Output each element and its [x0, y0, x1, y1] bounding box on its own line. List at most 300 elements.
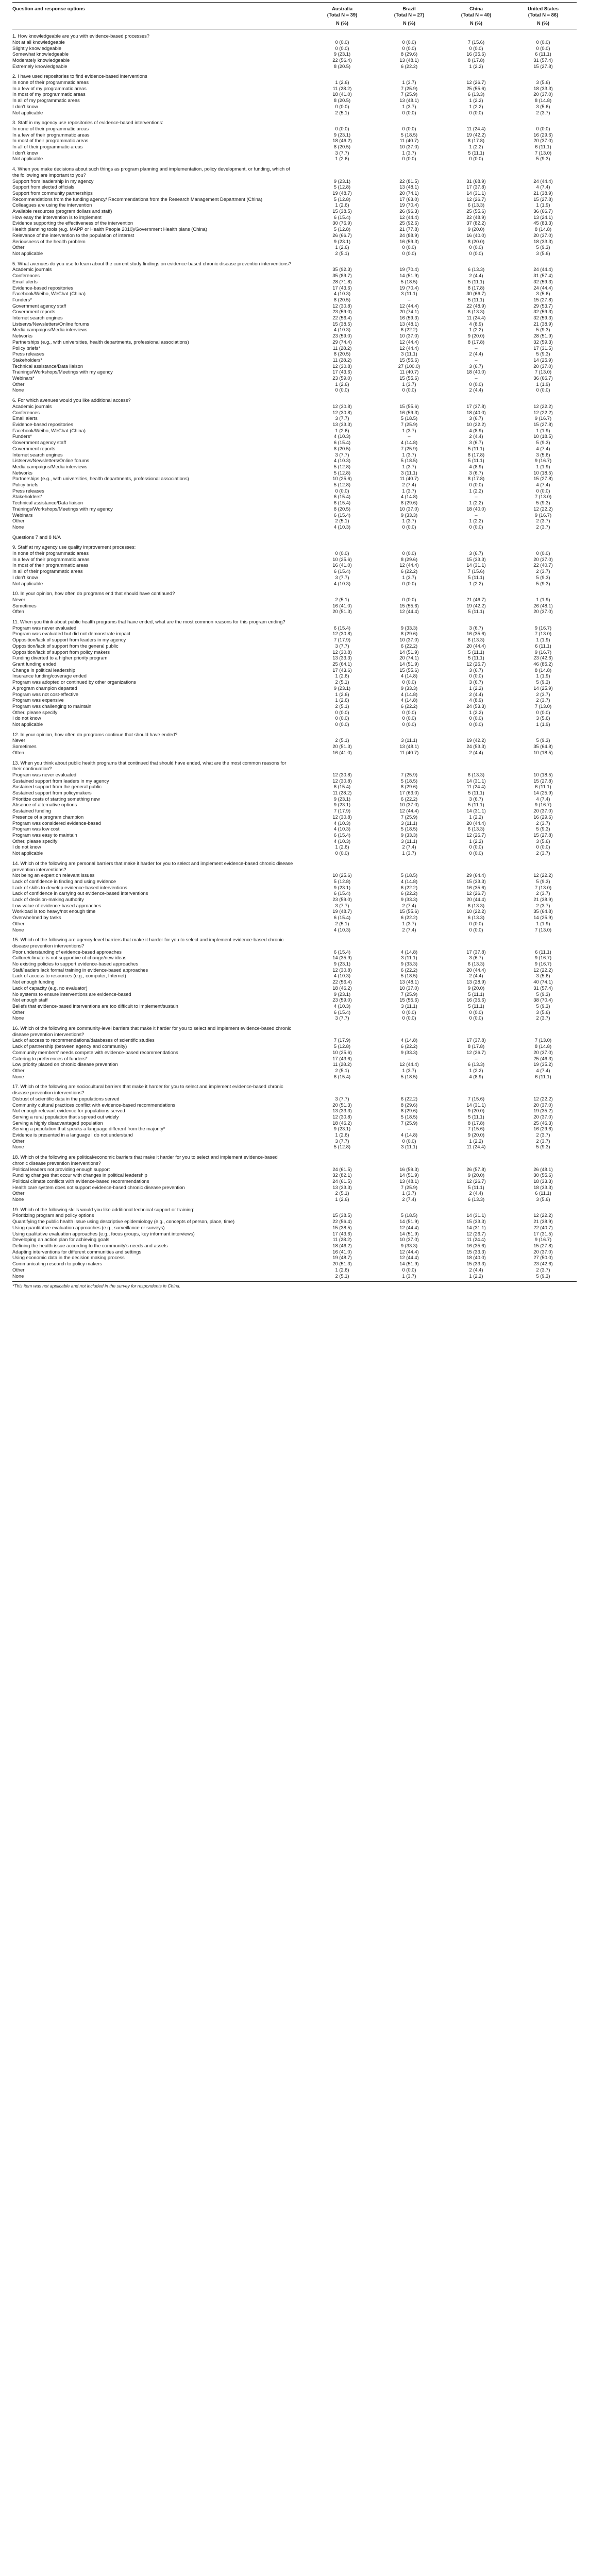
table-row [12, 227, 577, 233]
table-row [12, 494, 577, 500]
united-states-value: 7 (13.0) [534, 150, 552, 156]
question-row [12, 70, 577, 80]
brazil-value: 2 (7.4) [402, 482, 416, 488]
united-states-value [510, 933, 577, 949]
australia-value [309, 116, 376, 126]
china-value: 11 (24.4) [466, 315, 486, 321]
china-value: 9 (20.0) [467, 1108, 485, 1114]
australia-value [309, 1203, 376, 1213]
australia-value: 1 (2.6) [335, 698, 349, 703]
table-row [12, 303, 577, 310]
australia-value: 10 (25.6) [332, 1049, 352, 1055]
china-value: 1 (2.2) [469, 63, 483, 69]
united-states-value: 0 (0.0) [536, 387, 550, 393]
response-option: Evidence is presented in a language I do not understand [12, 1132, 133, 1138]
response-option: Networks [12, 470, 32, 476]
response-option: Listservs/Newsletters/Online forums [12, 458, 90, 464]
united-states-value: 9 (16.7) [534, 802, 552, 808]
response-option: Not applicable [12, 722, 43, 727]
brazil-value: 22 (81.5) [399, 178, 419, 184]
table-row [12, 376, 577, 382]
united-states-value: 7 (13.0) [534, 703, 552, 709]
brazil-value [376, 728, 443, 738]
australia-value: 0 (0.0) [335, 851, 349, 856]
united-states-value: 8 (14.8) [534, 98, 552, 104]
united-states-value: 4 (7.4) [536, 184, 550, 190]
australia-value [309, 540, 376, 551]
china-value: 16 (35.6) [466, 52, 486, 57]
brazil-value: 4 (14.8) [400, 440, 418, 446]
united-states-value: 2 (3.7) [536, 110, 550, 115]
australia-value: 6 (15.4) [333, 949, 351, 955]
united-states-value: 8 (14.8) [534, 227, 552, 232]
table-row [12, 609, 577, 615]
australia-value: 17 (43.6) [332, 369, 352, 375]
response-option: Lack of decision-making authority [12, 897, 84, 903]
table-row [12, 637, 577, 643]
china-value: 14 (31.1) [466, 563, 486, 568]
australia-value: 30 (76.9) [332, 221, 352, 226]
table-row [12, 482, 577, 488]
australia-value: 15 (38.5) [332, 321, 352, 327]
china-value: 30 (66.7) [466, 291, 486, 297]
table-row [12, 796, 577, 803]
china-value: 0 (0.0) [469, 844, 483, 850]
brazil-value: 6 (22.2) [400, 703, 418, 709]
response-option: Adapting interventions for different communities and settings [12, 1249, 142, 1255]
australia-value: 23 (59.0) [332, 897, 352, 903]
table-row [12, 979, 577, 986]
response-option: None [12, 1074, 24, 1079]
table-row [12, 1144, 577, 1150]
question-row [12, 756, 577, 772]
united-states-value: 12 (22.2) [533, 873, 553, 878]
china-value [443, 1080, 510, 1096]
united-states-value: 15 (27.8) [533, 832, 553, 838]
china-value: 15 (33.3) [466, 1249, 486, 1255]
australia-value: 26 (66.7) [332, 232, 352, 238]
australia-value: 9 (23.1) [333, 802, 351, 808]
united-states-value: 6 (11.1) [535, 643, 551, 649]
china-value: 4 (8.9) [469, 698, 483, 703]
china-value: 5 (11.1) [468, 297, 484, 302]
response-option: Sustained support from policymakers [12, 790, 92, 796]
china-value: 5 (11.1) [468, 446, 484, 451]
brazil-value: 4 (14.8) [400, 691, 418, 697]
united-states-value: 15 (27.8) [533, 196, 553, 202]
china-value: 19 (42.2) [466, 738, 486, 743]
table-row [12, 500, 577, 506]
united-states-value: 14 (25.9) [533, 357, 553, 363]
brazil-value: 13 (48.1) [399, 979, 419, 985]
china-value: 8 (17.8) [467, 1044, 485, 1049]
response-option: Not applicable [12, 110, 43, 115]
brazil-value: 6 (22.2) [400, 915, 418, 921]
brazil-value: 15 (55.6) [399, 376, 419, 381]
australia-value: 28 (71.8) [332, 279, 352, 284]
united-states-value: 1 (1.9) [536, 202, 550, 208]
response-option: Using qualitative evaluation approaches (e.g., focus groups, key informant interviews) [12, 1231, 195, 1236]
china-value: 0 (0.0) [469, 110, 483, 115]
table-row [12, 197, 577, 203]
china-value: 1 (2.2) [469, 518, 483, 524]
australia-value: 2 (5.1) [335, 1191, 349, 1196]
brazil-value: 1 (3.7) [402, 921, 416, 926]
brazil-value: 12 (44.4) [399, 563, 419, 568]
united-states-value: 31 (57.4) [533, 57, 553, 63]
response-option: In none of their programmatic areas [12, 551, 89, 556]
australia-value: 0 (0.0) [335, 387, 349, 393]
question-row [12, 587, 577, 597]
australia-value: 9 (23.1) [333, 132, 351, 138]
china-value: 6 (13.3) [467, 961, 485, 967]
brazil-value: 10 (37.0) [399, 985, 419, 991]
brazil-value: 9 (33.3) [400, 1049, 418, 1055]
response-option: Stakeholders* [12, 357, 43, 363]
australia-value: 25 (64.1) [332, 662, 352, 667]
australia-value: 6 (15.4) [333, 625, 351, 631]
question-text: 19. Which of the following skills would you like additional technical support or training: [12, 1207, 195, 1212]
australia-value [309, 587, 376, 597]
australia-value: 17 (43.6) [332, 667, 352, 673]
table-row [12, 513, 577, 519]
australia-value: 7 (17.9) [333, 1038, 351, 1043]
table-row [12, 1213, 577, 1219]
brazil-value: 26 (96.3) [399, 209, 419, 214]
australia-value: 1 (2.6) [335, 428, 349, 433]
china-value: 16 (35.6) [466, 1243, 486, 1248]
table-row [12, 891, 577, 897]
brazil-value: 10 (37.0) [399, 144, 419, 150]
australia-value: 32 (82.1) [332, 1173, 352, 1178]
response-option: Presence of a program champion [12, 814, 84, 820]
united-states-value: 12 (22.2) [533, 403, 553, 409]
brazil-value: 5 (18.5) [400, 416, 418, 421]
brazil-value: 0 (0.0) [402, 39, 416, 45]
brazil-value: 15 (55.6) [399, 603, 419, 608]
response-option: Press releases [12, 488, 44, 494]
brazil-value: 0 (0.0) [402, 709, 416, 715]
australia-value: 13 (33.3) [332, 1108, 352, 1114]
china-value: 14 (31.1) [466, 778, 486, 784]
australia-value: 3 (7.7) [335, 452, 349, 457]
australia-value: 2 (5.1) [309, 1274, 376, 1282]
china-value: 12 (26.7) [466, 662, 486, 667]
table-row [12, 772, 577, 778]
china-value: 6 (13.3) [467, 202, 485, 208]
australia-value: 2 (5.1) [335, 738, 349, 743]
united-states-value: 4 (7.4) [536, 1068, 550, 1073]
question-row [12, 1022, 577, 1038]
united-states-value: 21 (38.9) [533, 190, 553, 196]
united-states-value: 20 (37.0) [533, 556, 553, 562]
china-value: 8 (17.8) [467, 57, 485, 63]
response-option: Other, please specify [12, 709, 58, 715]
brazil-value: 1 (3.7) [402, 851, 416, 856]
united-states-value: 14 (25.9) [533, 790, 553, 796]
table-row [12, 1074, 577, 1080]
united-states-value [510, 70, 577, 80]
china-value: 19 (42.2) [466, 132, 486, 138]
china-value: 0 (0.0) [469, 722, 483, 727]
china-value: 25 (55.6) [466, 86, 486, 91]
brazil-value: 14 (51.9) [399, 1219, 419, 1225]
response-option: Not applicable [12, 851, 43, 856]
section-note-row [12, 531, 577, 541]
united-states-value: 2 (3.7) [536, 851, 550, 856]
brazil-value: 5 (18.5) [400, 826, 418, 832]
response-option: Extremely knowledgeable [12, 63, 68, 69]
table-row [12, 285, 577, 292]
united-states-value: 46 (85.2) [533, 662, 553, 667]
response-option: Networks [12, 333, 32, 339]
china-value: 8 (17.8) [467, 285, 485, 291]
australia-value [309, 162, 376, 178]
brazil-column-header: Brazil (Total N = 27) [376, 3, 443, 20]
china-value: 29 (64.4) [466, 873, 486, 878]
china-value: 3 (6.7) [469, 625, 483, 631]
table-row [12, 1096, 577, 1103]
brazil-value: 9 (33.3) [400, 897, 418, 903]
question-text: 5. What avenues do you use to learn about the current study findings on evidence-based chronic disease prevention interventions? [12, 261, 292, 266]
response-option: Technical assistance/Data liaison [12, 500, 83, 506]
united-states-value: 1 (1.9) [536, 428, 550, 433]
response-option: I don't know [12, 150, 38, 156]
question-column-header: Question and response options [12, 3, 309, 20]
table-row [12, 1062, 577, 1068]
response-option: Quantifying the public health issue using descriptive epidemiology (e.g., concepts of person, place, time) [12, 1219, 235, 1225]
response-option: Workload is too heavy/not enough time [12, 909, 96, 914]
australia-value: 6 (15.4) [333, 832, 351, 838]
united-states-value: 0 (0.0) [536, 488, 550, 494]
china-value: 20 (44.4) [466, 643, 486, 649]
question-row [12, 1150, 577, 1166]
australia-value: 22 (56.4) [332, 57, 352, 63]
australia-value: 5 (12.8) [333, 1144, 351, 1150]
brazil-value: 1 (3.7) [402, 80, 416, 86]
brazil-value: 1 (3.7) [402, 428, 416, 433]
response-option: Lack of access to resources (e.g., computer, Internet) [12, 973, 126, 979]
united-states-value: 7 (13.0) [534, 885, 552, 890]
united-states-value: 2 (3.7) [536, 903, 550, 908]
brazil-value: 6 (22.2) [400, 643, 418, 649]
table-row [12, 369, 577, 376]
united-states-value: 18 (33.3) [533, 86, 553, 91]
china-value [443, 756, 510, 772]
brazil-value: 20 (74.1) [399, 190, 419, 196]
brazil-value: 5 (18.5) [400, 973, 418, 979]
united-states-value: 5 (9.3) [536, 878, 550, 884]
brazil-value: 17 (63.0) [399, 790, 419, 796]
brazil-value: 1 (3.7) [402, 1068, 416, 1073]
table-row [12, 750, 577, 756]
china-value: 0 (0.0) [469, 524, 483, 530]
table-row [12, 404, 577, 410]
australia-value: 17 (43.6) [332, 1231, 352, 1236]
australia-value: 0 (0.0) [335, 104, 349, 109]
australia-unit-label: N (%) [309, 20, 376, 29]
brazil-value [376, 933, 443, 949]
china-value: 15 (33.3) [466, 556, 486, 562]
brazil-value: 9 (33.3) [400, 685, 418, 691]
australia-value: 1 (2.6) [335, 673, 349, 679]
china-value: 0 (0.0) [469, 251, 483, 256]
table-row [12, 973, 577, 979]
united-states-value: 12 (22.2) [533, 1096, 553, 1101]
united-states-value: 18 (33.3) [533, 239, 553, 244]
table-row [12, 844, 577, 851]
united-states-value: 12 (22.2) [533, 410, 553, 415]
australia-value: 9 (23.1) [333, 1126, 351, 1132]
brazil-value: 21 (77.8) [399, 227, 419, 232]
united-states-value: 3 (5.6) [536, 80, 550, 86]
response-option: None [12, 387, 24, 393]
united-states-value: 13 (24.1) [533, 214, 553, 220]
table-row [12, 879, 577, 885]
response-option: Developing an action plan for achieving goals [12, 1237, 110, 1243]
response-option: Conferences [12, 410, 40, 415]
brazil-value: 0 (0.0) [402, 45, 416, 51]
china-value: 1 (2.2) [469, 327, 483, 333]
united-states-value [510, 1022, 577, 1038]
china-value: 6 (13.3) [467, 309, 485, 315]
china-value: 1 (2.2) [469, 98, 483, 104]
response-option: Health planning tools (e.g. MAPP or Health People 2010)/Government Health plans (China) [12, 227, 207, 232]
australia-value: 8 (20.5) [333, 63, 351, 69]
table-row [12, 738, 577, 744]
table-row [12, 191, 577, 197]
response-option: Other [12, 518, 25, 524]
australia-value [309, 70, 376, 80]
question-row [12, 857, 577, 873]
response-option: Opposition/lack of support from the general public [12, 643, 119, 649]
australia-value: 8 (20.5) [333, 98, 351, 104]
australia-value: 9 (23.1) [333, 961, 351, 967]
united-states-value: 15 (27.8) [533, 63, 553, 69]
china-value: 7 (15.6) [467, 1096, 485, 1101]
brazil-value: 0 (0.0) [402, 680, 416, 685]
table-row [12, 716, 577, 722]
brazil-value [376, 257, 443, 267]
response-option: Low priority placed on chronic disease prevention [12, 1062, 118, 1067]
united-states-value: 15 (27.8) [533, 476, 553, 482]
response-option: In a few of my programmatic areas [12, 86, 87, 91]
brazil-value: 13 (48.1) [399, 57, 419, 63]
brazil-value: 7 (25.9) [400, 1184, 418, 1190]
brazil-value [376, 1080, 443, 1096]
united-states-value: 15 (27.8) [533, 1243, 553, 1248]
australia-value: 4 (10.3) [333, 838, 351, 844]
china-value: 16 (35.6) [466, 631, 486, 637]
australia-value: 23 (59.0) [332, 376, 352, 381]
table-row [12, 209, 577, 215]
response-option: Evidence-based repositories [12, 421, 73, 427]
response-option: None [12, 1197, 24, 1202]
table-row [12, 1274, 577, 1282]
china-value: 16 (35.6) [466, 885, 486, 890]
response-option: Policy briefs [12, 482, 39, 488]
response-option: In a few of their programmatic areas [12, 556, 90, 562]
response-option: Community members' needs compete with evidence-based recommendations [12, 1049, 178, 1055]
china-value: – [475, 345, 478, 351]
australia-value: 11 (28.2) [332, 345, 352, 351]
united-states-value: 6 (11.1) [535, 784, 551, 790]
brazil-unit-label: N (%) [376, 20, 443, 29]
table-row [12, 802, 577, 808]
response-option: Somewhat knowledgeable [12, 52, 69, 57]
united-states-value: 21 (38.9) [533, 321, 553, 327]
brazil-value: 0 (0.0) [402, 722, 416, 727]
australia-value [309, 756, 376, 772]
response-option: Community cultural practices conflict with evidence-based recommendations [12, 1102, 176, 1108]
table-row [12, 826, 577, 833]
response-option: I don't know [12, 574, 38, 580]
table-row [12, 144, 577, 150]
table-row [12, 346, 577, 352]
table-row [12, 673, 577, 680]
brazil-value: 0 (0.0) [402, 245, 416, 250]
table-row [12, 64, 577, 70]
australia-value: 8 (20.5) [333, 144, 351, 150]
united-states-value: 21 (38.9) [533, 1219, 553, 1225]
table-row [12, 778, 577, 785]
china-value: 8 (17.8) [467, 452, 485, 457]
brazil-value: 14 (51.9) [399, 662, 419, 667]
china-value: 6 (13.3) [467, 1197, 485, 1202]
response-option: Funders* [12, 434, 32, 439]
table-row [12, 410, 577, 416]
response-option: Absence of alternative options [12, 802, 77, 808]
united-states-value: 3 (5.6) [536, 1197, 550, 1202]
australia-value: 20 (51.3) [332, 1102, 352, 1108]
australia-value: 15 (38.5) [332, 1213, 352, 1218]
australia-value: 22 (56.4) [332, 1219, 352, 1225]
united-states-value: 9 (16.7) [534, 512, 552, 518]
table-row [12, 1038, 577, 1044]
response-option: Lack of confidence in finding and using evidence [12, 878, 116, 884]
united-states-value: 5 (9.3) [536, 738, 550, 743]
response-option: Partnerships (e.g., with universities, health departments, professional associations) [12, 476, 189, 482]
table-row [12, 815, 577, 821]
australia-value: 3 (7.7) [335, 150, 349, 156]
united-states-value: 9 (16.7) [534, 1237, 552, 1243]
response-option: Program was never evaluated [12, 625, 77, 631]
table-row [12, 46, 577, 52]
table-row [12, 686, 577, 692]
australia-value: 0 (0.0) [335, 45, 349, 51]
table-row [12, 1108, 577, 1114]
china-value: 2 (4.4) [469, 434, 483, 439]
china-value: 12 (26.7) [466, 1178, 486, 1184]
united-states-value: 14 (25.9) [533, 915, 553, 921]
united-states-value: 31 (57.4) [533, 273, 553, 279]
brazil-value: 6 (22.2) [400, 1044, 418, 1049]
australia-value: 0 (0.0) [335, 126, 349, 131]
response-option: Not applicable [12, 581, 43, 586]
table-row [12, 839, 577, 845]
question-text: 16. Which of the following are community-level barriers that make it harder for you to select and implement evidence-based chronic disease prevention interventions? [12, 1026, 292, 1037]
response-option: Serving a highly disadvantaged population [12, 1120, 103, 1126]
united-states-value: 7 (13.0) [534, 1038, 552, 1043]
united-states-value: 20 (37.0) [533, 808, 553, 814]
table-row [12, 470, 577, 477]
australia-value: 12 (30.8) [332, 814, 352, 820]
australia-value: 2 (5.1) [335, 110, 349, 115]
response-option: Policy briefs* [12, 345, 41, 351]
united-states-value: 29 (53.7) [533, 303, 553, 309]
china-value [443, 615, 510, 625]
united-states-value: 8 (14.8) [534, 1044, 552, 1049]
